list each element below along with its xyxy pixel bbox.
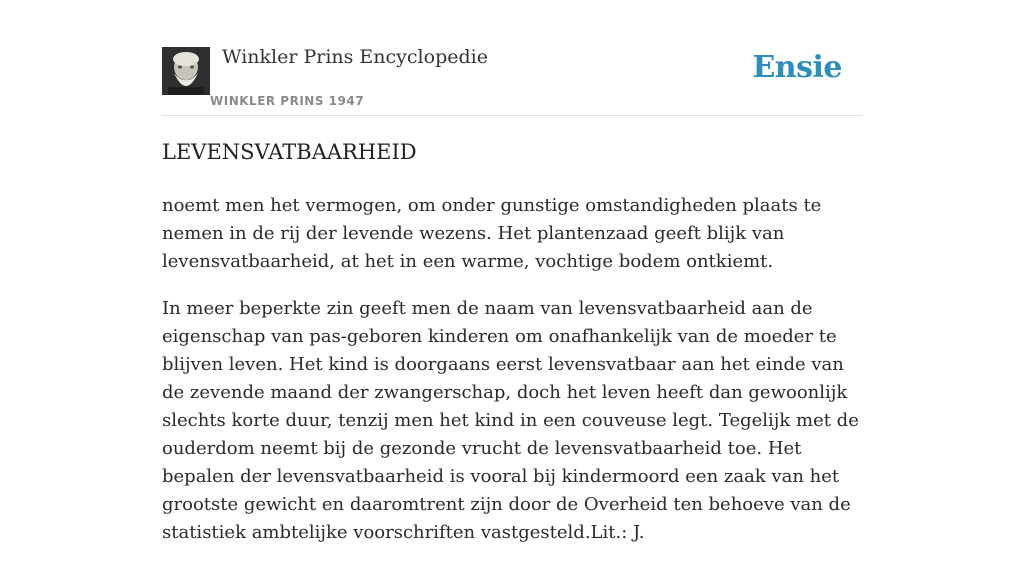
author-avatar[interactable] — [162, 47, 210, 95]
brand-logo[interactable]: Ensie — [752, 50, 842, 85]
source-header — [162, 0, 862, 116]
article-title: LEVENSVATBAARHEID — [162, 140, 417, 164]
article-body — [162, 192, 862, 566]
source-title[interactable]: Winkler Prins Encyclopedie — [222, 46, 488, 68]
source-edition[interactable]: WINKLER PRINS 1947 — [210, 94, 365, 108]
article-paragraph: In meer beperkte zin geeft men de naam van levensvatbaarheid aan de eigenschap van pas-geboren kinderen om onafhankelijk van de moeder te blijven leven. Het kind is doorgaans eerst levensvatbaar aan het einde van de zevende maand der zwangerschap, doch het leven heeft dan gewoonlijk slechts korte duur, tenzij men het kind in een couveuse legt. Tegelijk met de ouderdom neemt bij de gezonde vrucht de levensvatbaarheid toe. Het bepalen der levensvatbaarheid is vooral bij kindermoord een zaak van het grootste gewicht en daaromtrent zijn door de Overheid ten behoeve van de statistiek ambtelijke voorschriften vastgesteld.Lit.: J. — [162, 298, 859, 543]
content-container — [162, 0, 862, 543]
article-paragraph: noemt men het vermogen, om onder gunstige omstandigheden plaats te nemen in de rij der levende wezens. Het plantenzaad geeft blijk van levensvatbaarheid, at het in een warme, vochtige bodem ontkiemt. — [162, 195, 822, 272]
portrait-icon — [162, 47, 210, 95]
